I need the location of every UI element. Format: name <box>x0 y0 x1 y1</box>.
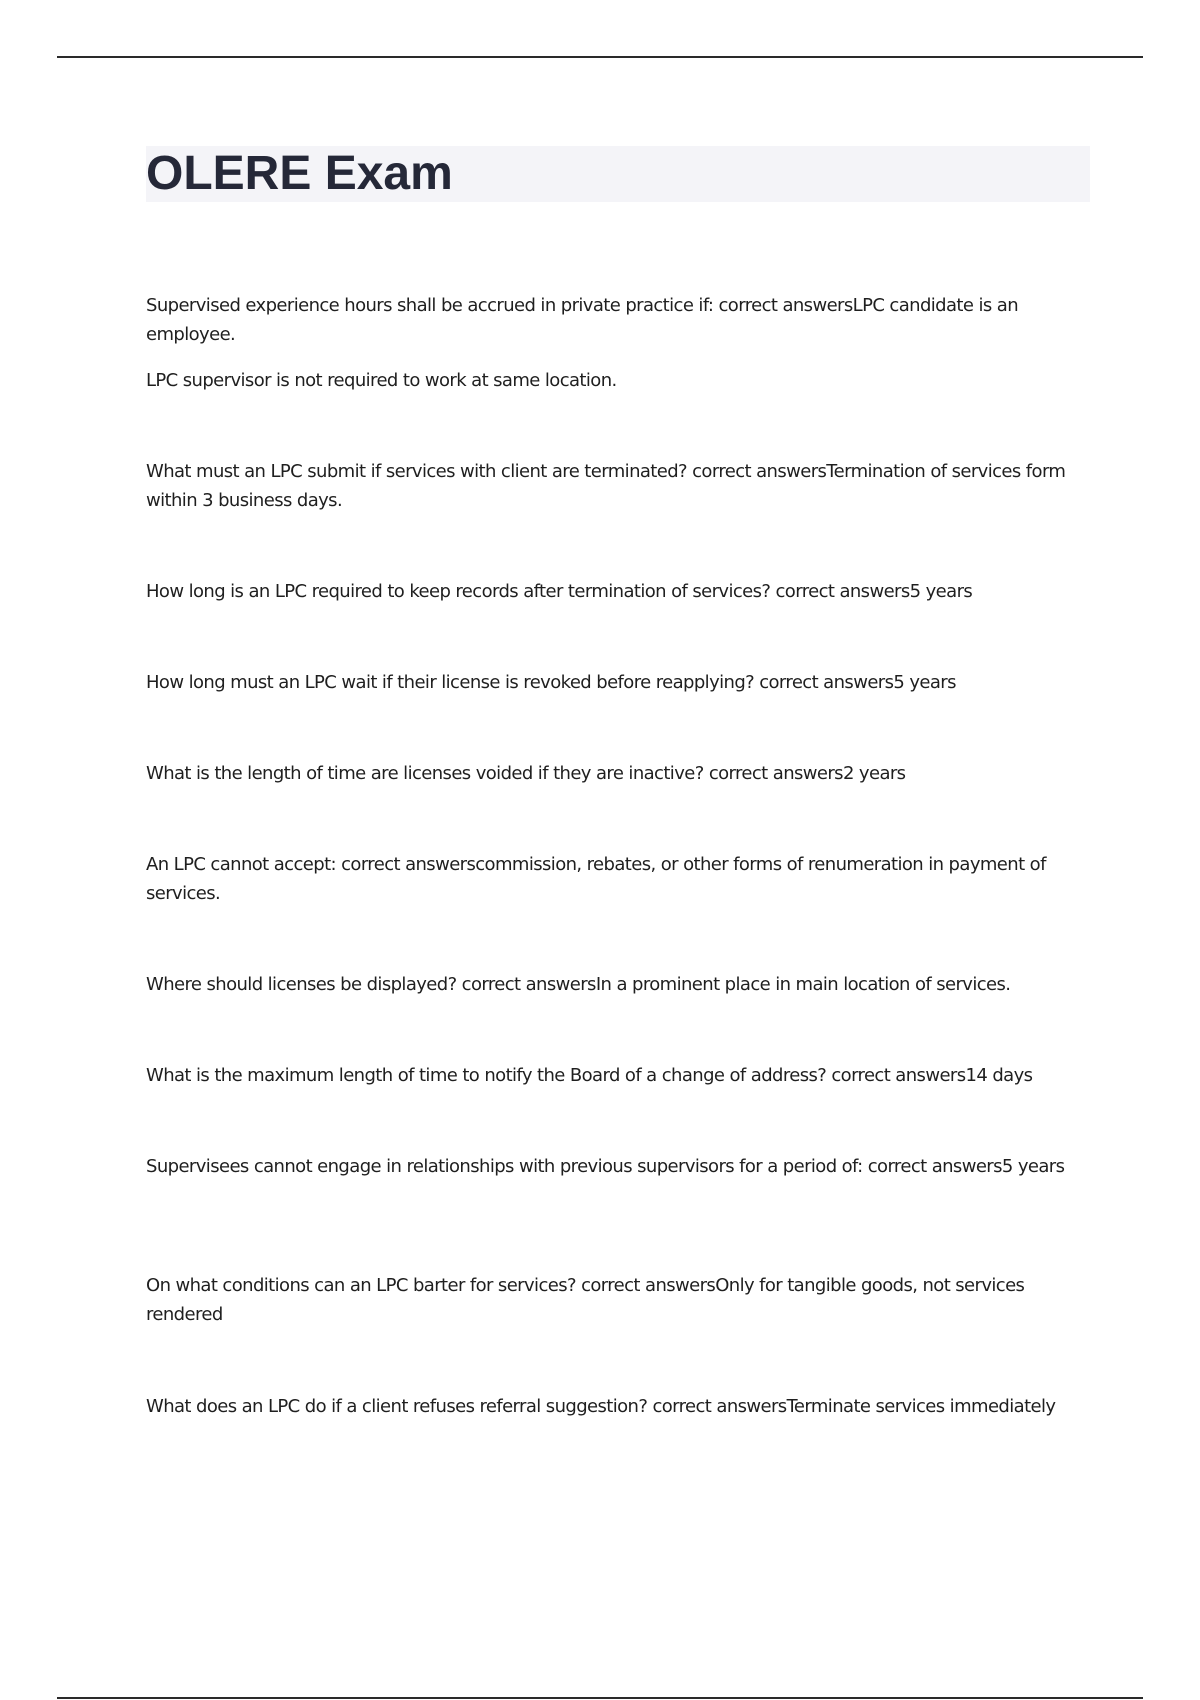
qa-entry-11: On what conditions can an LPC barter for services? correct answersOnly for tangible goods, not services rendered <box>146 1275 1025 1325</box>
bottom-rule <box>57 1697 1143 1699</box>
qa-entry-7: An LPC cannot accept: correct answerscommission, rebates, or other forms of renumeration in payment of services. <box>146 854 1046 904</box>
qa-entry-6: What is the length of time are licenses voided if they are inactive? correct answers2 years <box>146 763 906 784</box>
top-rule <box>57 56 1143 58</box>
qa-entry-2: LPC supervisor is not required to work at same location. <box>146 370 617 391</box>
qa-entry-5: How long must an LPC wait if their license is revoked before reapplying? correct answers5 years <box>146 672 956 693</box>
qa-entry-1: Supervised experience hours shall be accrued in private practice if: correct answersLPC candidate is an employee. <box>146 295 1019 345</box>
qa-entry-3: What must an LPC submit if services with client are terminated? correct answersTermination of services form within 3 business days. <box>146 461 1066 511</box>
qa-entry-9: What is the maximum length of time to notify the Board of a change of address? correct answers14 days <box>146 1065 1033 1086</box>
document-title: OLERE Exam <box>146 147 453 200</box>
qa-entry-12: What does an LPC do if a client refuses referral suggestion? correct answersTerminate services immediately <box>146 1396 1056 1417</box>
qa-entry-10: Supervisees cannot engage in relationships with previous supervisors for a period of: correct answers5 years <box>146 1156 1065 1177</box>
qa-entry-8: Where should licenses be displayed? correct answersIn a prominent place in main location of services. <box>146 974 1011 995</box>
qa-entry-4: How long is an LPC required to keep records after termination of services? correct answers5 years <box>146 581 973 602</box>
